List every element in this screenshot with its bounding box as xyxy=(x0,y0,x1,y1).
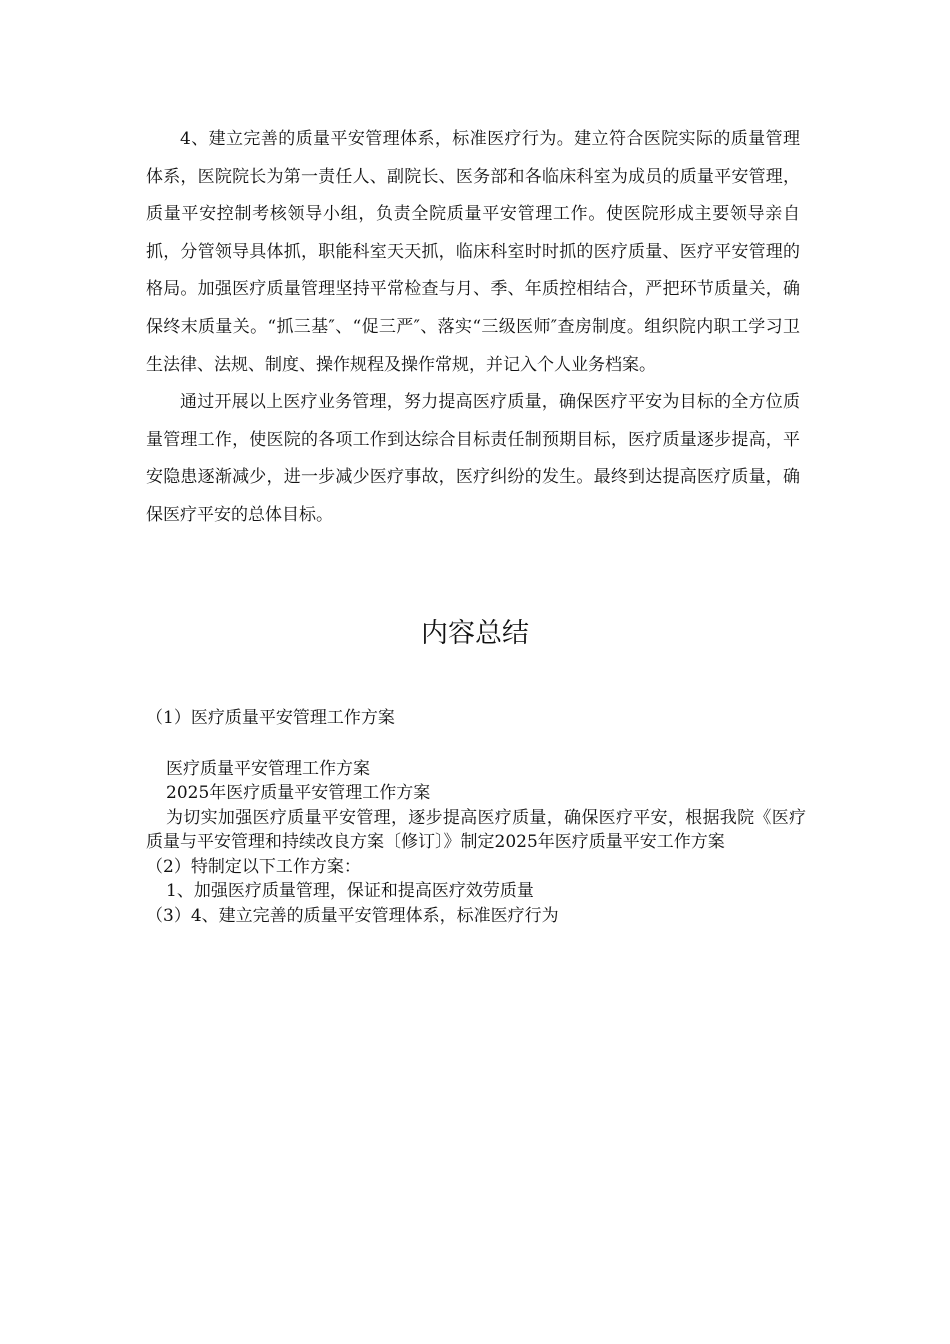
summary-item-1: （1）医疗质量平安管理工作方案 xyxy=(146,708,395,728)
paragraph-goal: 通过开展以上医疗业务管理，努力提高医疗质量，确保医疗平安为目标的全方位质量管理工作，使医院的各项工作到达综合目标责任制预期目标，医疗质量逐步提高，平安隐患逐渐减少，进一步减少医疗事故，医疗纠纷的发生。最终到达提高医疗质量，确保医疗平安的总体目标。 xyxy=(146,392,800,525)
summary-line-plan-title: 医疗质量平安管理工作方案 xyxy=(166,758,370,779)
spacer xyxy=(146,731,806,757)
body-text xyxy=(146,121,800,535)
summary-line-plan-intro: 为切实加强医疗质量平安管理，逐步提高医疗质量，确保医疗平安，根据我院《医疗质量与平安管理和持续改良方案〔修订〕》制定2025年医疗质量平安工作方案 xyxy=(146,807,806,852)
summary-section xyxy=(146,706,806,928)
summary-line-strengthen: 1、加强医疗质量管理，保证和提高医疗效劳质量 xyxy=(166,881,534,901)
summary-item-2: （2）特制定以下工作方案： xyxy=(146,856,361,877)
paragraph-quality-system: 4、建立完善的质量平安管理体系，标准医疗行为。建立符合医院实际的质量管理体系，医院院长为第一责任人、副院长、医务部和各临床科室为成员的质量平安管理，质量平安控制考核领导小组，负责全院质量平安管理工作。使医院形成主要领导亲自抓，分管领导具体抓，职能科室天天抓，临床科室时时抓的医疗质量、医疗平安管理的格局。加强医疗质量管理坚持平常检查与月、季、年质控相结合，严把环节质量关，确保终末质量关。“抓三基″、“促三严″、落实“三级医师″查房制度。组织院内职工学习卫生法律、法规、制度、操作规程及操作常规，并记入个人业务档案。 xyxy=(146,129,800,375)
summary-title: 内容总结 xyxy=(421,618,529,649)
summary-item-3: （3）4、建立完善的质量平安管理体系，标准医疗行为 xyxy=(146,905,559,926)
summary-line-plan-year: 2025年医疗质量平安管理工作方案 xyxy=(166,783,431,803)
